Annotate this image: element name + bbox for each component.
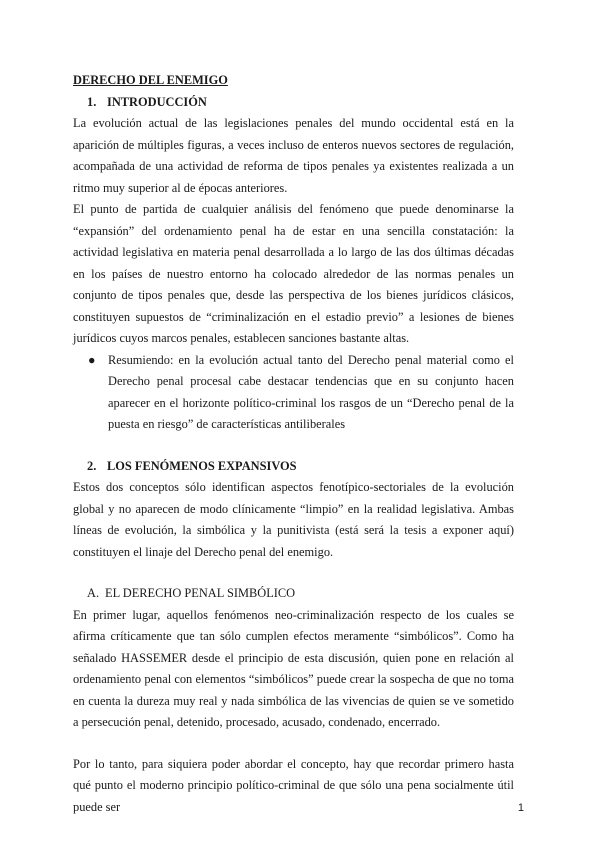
summary-bullet-text: Resumiendo: en la evolución actual tanto del Derecho penal material como el Derecho penal procesal cabe destacar tendencias que en su conjunto hacen aparecer en el horizonte político-criminal los rasgos de un “Derecho penal de la puesta en riesgo” de características antiliberales <box>108 352 514 431</box>
section-1-heading <box>87 92 514 114</box>
document-title: DERECHO DEL ENEMIGO <box>73 73 228 87</box>
section-2-title: LOS FENÓMENOS EXPANSIVOS <box>107 458 297 473</box>
section-1-title: INTRODUCCIÓN <box>107 94 207 109</box>
subsection-a-heading <box>87 583 514 605</box>
subsection-a-title: EL DERECHO PENAL SIMBÓLICO <box>105 586 296 600</box>
section-1-number: 1. <box>87 94 97 109</box>
page-number: 1 <box>517 802 524 814</box>
subsection-a-paragraph-2: Por lo tanto, para siquiera poder abordar el concepto, hay que recordar primero hasta qué punto el moderno principio político-criminal de que sólo una pena socialmente útil puede ser <box>73 756 514 814</box>
section-2-number: 2. <box>87 458 97 473</box>
section-2-paragraph-1: Estos dos conceptos sólo identifican aspectos fenotípico-sectoriales de la evolución global y no aparecen de modo clínicamente “limpio” en la realidad legislativa. Ambas líneas de evolución, la simbólica y la punitivista (está será la tesis a exponer aquí) constituyen el linaje del Derecho penal del enemigo. <box>73 480 514 559</box>
section-2-heading <box>87 456 514 478</box>
subsection-a-paragraph-1: En primer lugar, aquellos fenómenos neo-criminalización respecto de los cuales se afirma críticamente que tan sólo cumplen efectos meramente “simbólicos”. Como ha señalado HASSEMER desde el principio de esta discusión, quien pone en relación al ordenamiento penal con elementos “simbólicos” puede crear la sospecha de que no toma en cuenta la dureza muy real y nada simbólica de las vivencias de quien se ve sometido a persecución penal, detenido, procesado, acusado, condenado, encerrado. <box>73 607 514 729</box>
summary-bullet <box>73 350 514 436</box>
section-1-paragraph-2: El punto de partida de cualquier análisis del fenómeno que puede denominarse la “expansión” del ordenamiento penal ha de estar en una sencilla constatación: la actividad legislativa en materia penal desarrollada a lo largo de las dos últimas décadas en los países de nuestro entorno ha colocado alrededor de las normas penales un conjunto de tipos penales que, desde las perspectiva de los bienes jurídicos clásicos, constituyen supuestos de “criminalización en el estadio previo” a lesiones de bienes jurídicos cuyos marcos penales, establecen sanciones bastante altas. <box>73 202 514 345</box>
subsection-a-letter: A. <box>87 586 100 600</box>
section-1-paragraph-1: La evolución actual de las legislaciones penales del mundo occidental está en la aparición de múltiples figuras, a veces incluso de enteros nuevos sectores de regulación, acompañada de una actividad de reforma de tipos penales ya existentes realizada a un ritmo muy superior al de épocas anteriores. <box>73 116 514 195</box>
bullet-dot-icon: ● <box>88 352 96 367</box>
